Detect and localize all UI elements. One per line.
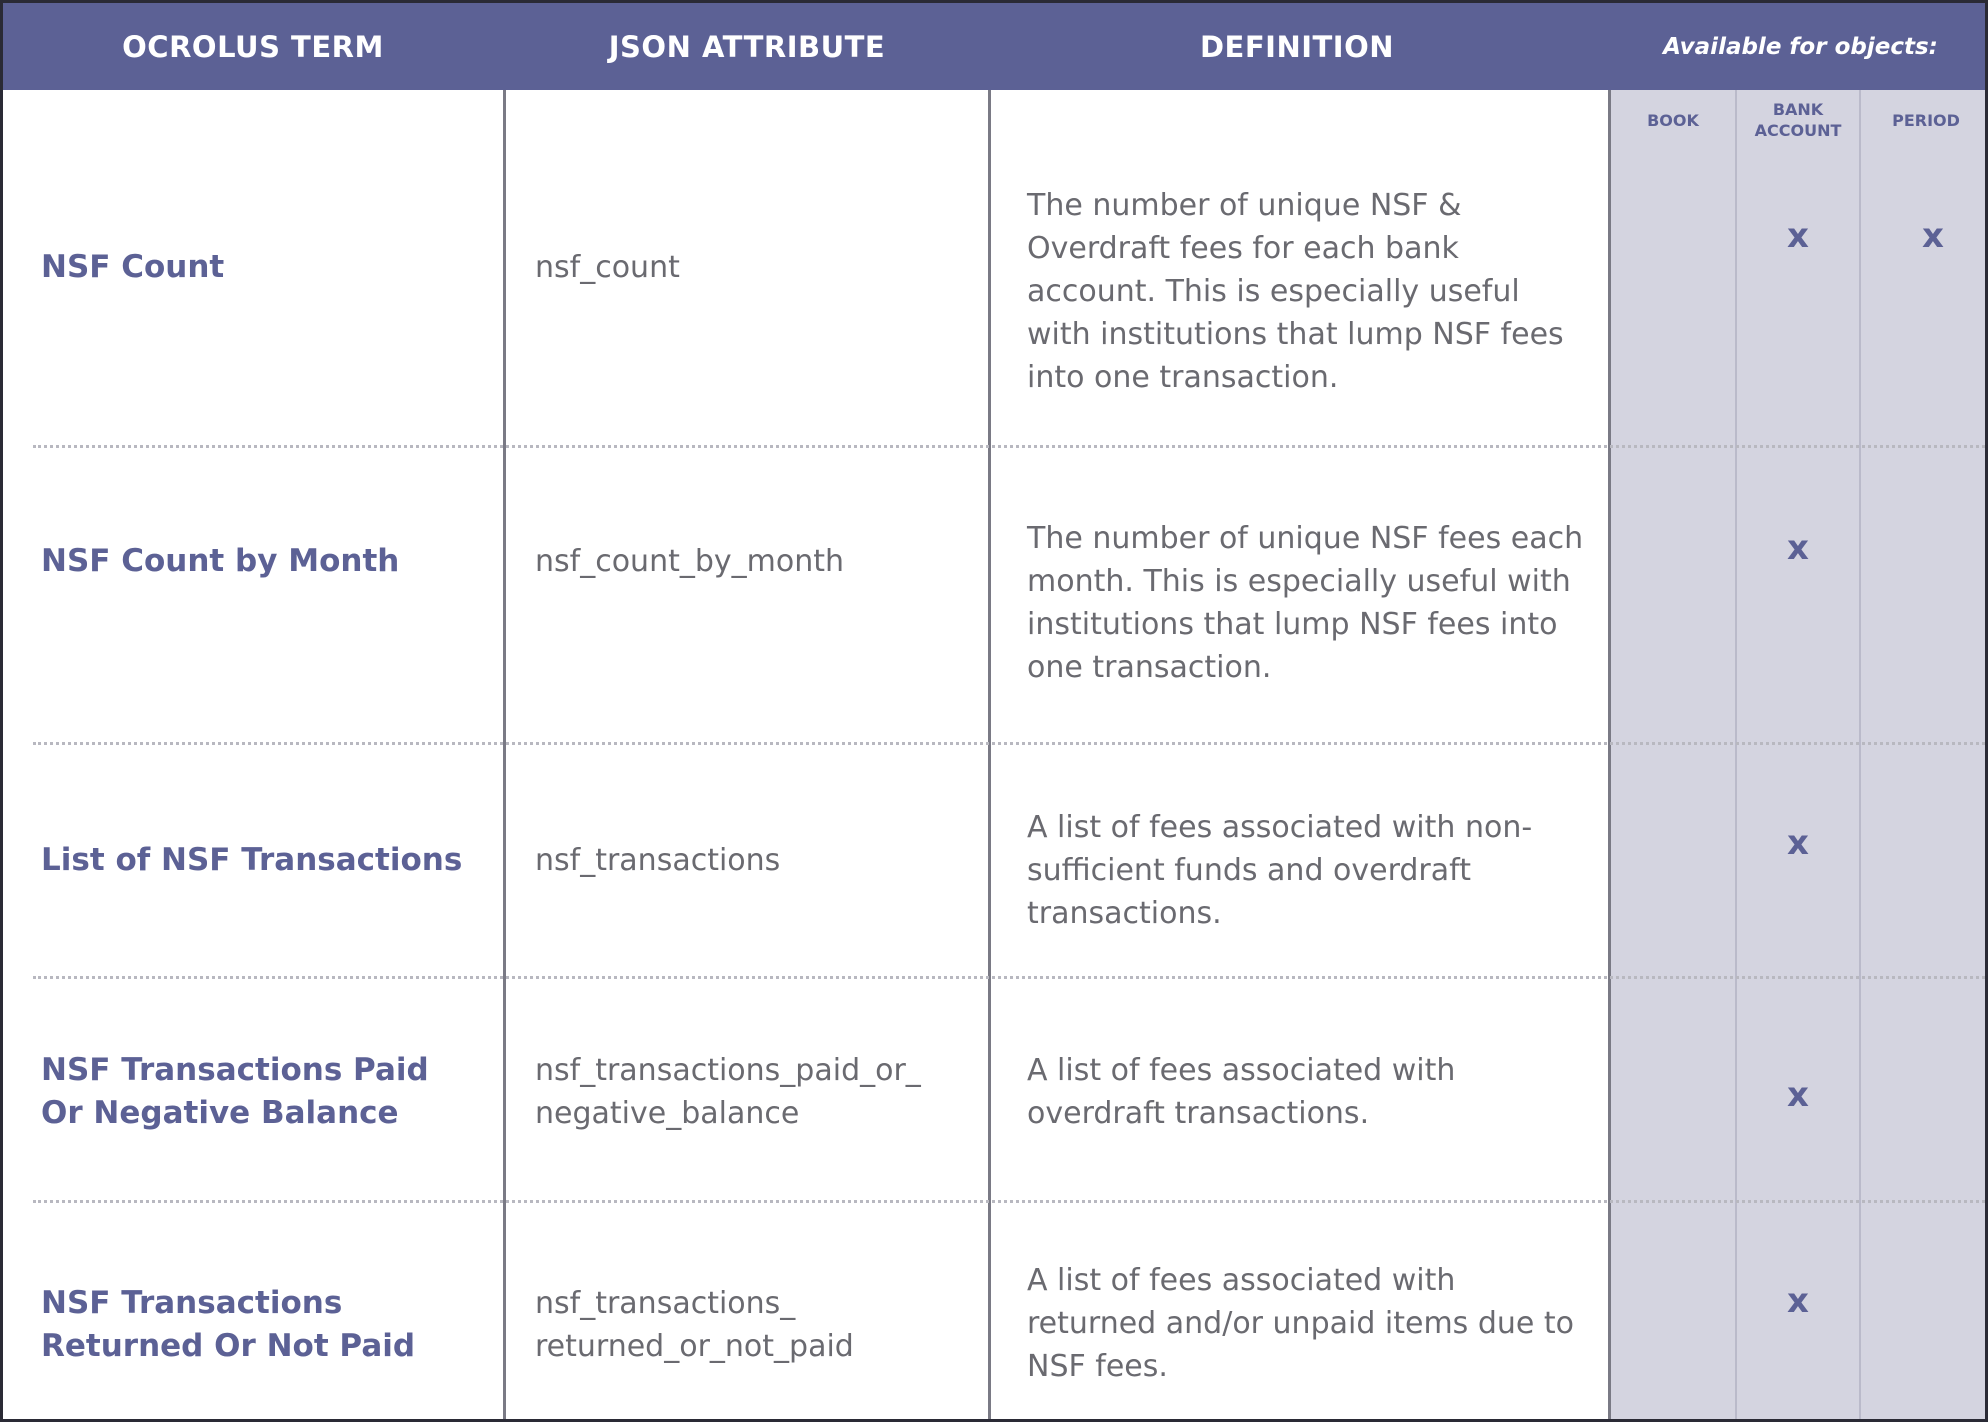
table-header: [3, 3, 1988, 90]
availability-mark-bank-account: x: [1787, 528, 1809, 568]
json-attribute: nsf_transactions_paid_or_ negative_balance: [535, 1053, 921, 1131]
column-divider: [988, 90, 991, 1422]
ocrolus-term: NSF Count: [41, 249, 225, 285]
header-definition: DEFINITION: [1199, 29, 1395, 64]
header-json-attribute: JSON ATTRIBUTE: [608, 29, 886, 64]
header-available-for-objects: Available for objects:: [1663, 33, 1938, 60]
definition: A list of fees associated with non-sufficient funds and overdraft transactions.: [1027, 810, 1533, 931]
ocrolus-term: NSF Count by Month: [41, 543, 400, 579]
availability-mark-bank-account: x: [1787, 823, 1809, 863]
availability-mark-bank-account: x: [1787, 1281, 1809, 1321]
availability-mark-book: [1659, 1075, 1699, 1115]
column-divider: [1735, 90, 1737, 1422]
availability-mark-book: [1659, 216, 1699, 256]
availability-mark-book: [1659, 1281, 1699, 1321]
ocrolus-term: List of NSF Transactions: [41, 842, 463, 878]
availability-mark-period: [1913, 1075, 1953, 1115]
definition: A list of fees associated with returned and/or unpaid items due to NSF fees.: [1027, 1263, 1575, 1384]
availability-mark-period: [1913, 823, 1953, 863]
definition: The number of unique NSF & Overdraft fees for each bank account. This is especially useful with institutions that lump NSF fees into one transaction.: [1027, 187, 1564, 395]
json-attribute: nsf_transactions: [535, 843, 781, 878]
availability-mark-book: [1659, 528, 1699, 568]
column-divider: [1859, 90, 1861, 1422]
definition: A list of fees associated with overdraft transactions.: [1027, 1053, 1456, 1131]
row-separator: [33, 1200, 1988, 1203]
subheader-period: PERIOD: [1892, 110, 1960, 130]
availability-mark-period: [1913, 528, 1953, 568]
availability-mark-period: [1913, 1281, 1953, 1321]
availability-panel: [1610, 90, 1988, 1422]
availability-mark-bank-account: x: [1787, 216, 1809, 256]
json-attribute: nsf_count_by_month: [535, 544, 845, 579]
column-divider: [1608, 90, 1611, 1422]
availability-mark-bank-account: x: [1787, 1075, 1809, 1115]
column-divider: [503, 90, 506, 1422]
availability-mark-book: [1659, 823, 1699, 863]
ocrolus-term: NSF Transactions Returned Or Not Paid: [41, 1285, 416, 1364]
availability-mark-period: x: [1922, 216, 1944, 256]
header-ocrolus-term: OCROLUS TERM: [122, 29, 384, 64]
row-separator: [33, 976, 1988, 979]
json-attribute: nsf_count: [535, 250, 680, 285]
subheader-bank-account: BANK ACCOUNT: [1754, 100, 1842, 140]
definition: The number of unique NSF fees each month. This is especially useful with institutions that lump NSF fees into one transaction.: [1027, 521, 1584, 685]
subheader-book: BOOK: [1647, 110, 1699, 130]
ocrolus-term: NSF Transactions Paid Or Negative Balance: [41, 1052, 429, 1131]
json-attribute: nsf_transactions_ returned_or_not_paid: [535, 1286, 854, 1364]
